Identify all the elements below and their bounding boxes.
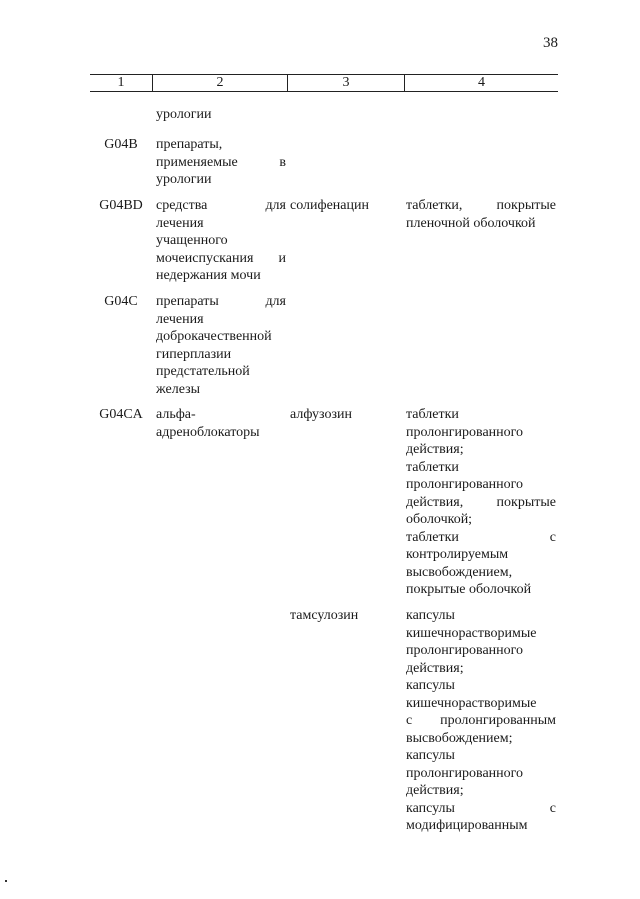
description-g04c xyxy=(156,293,286,398)
atc-code-g04bd: G04BD xyxy=(99,198,143,213)
text-line: лечения xyxy=(156,215,204,231)
text-line xyxy=(156,250,286,268)
atc-code-g04c: G04C xyxy=(104,294,138,309)
description-g04b xyxy=(156,136,286,189)
text-line: покрытые оболочкой xyxy=(406,582,532,597)
text-line xyxy=(406,494,556,512)
text-line: препараты, xyxy=(156,137,223,152)
text-word: препараты xyxy=(156,294,219,309)
text-line: урологии xyxy=(156,172,212,187)
text-line: адреноблокаторы xyxy=(156,424,260,440)
text-line: кишечнорастворимые xyxy=(406,625,537,641)
text-line: высвобождением; xyxy=(406,730,513,746)
text-word: с xyxy=(549,800,556,816)
text-line xyxy=(406,712,556,730)
text-line xyxy=(156,293,286,311)
dosage-form-solifenacin xyxy=(406,197,556,232)
text-line: действия; xyxy=(406,783,464,798)
text-line: альфа- xyxy=(156,407,196,422)
text-line xyxy=(406,197,556,215)
atc-code-g04b: G04B xyxy=(104,137,138,152)
text-word: с xyxy=(406,713,413,728)
text-line: капсулы xyxy=(406,678,455,693)
text-word: покрытые xyxy=(496,198,556,213)
text-line: пролонгированного xyxy=(406,424,524,440)
text-line xyxy=(406,800,556,818)
page-number: 38 xyxy=(543,35,558,51)
text-word: применяемые xyxy=(156,154,238,170)
table-header-row xyxy=(90,74,558,92)
text-line: доброкачественной xyxy=(156,329,272,344)
text-line: железы xyxy=(156,381,201,397)
text-line: учащенного xyxy=(156,233,228,248)
text-line: капсулы xyxy=(406,608,455,623)
text-line: пленочной оболочкой xyxy=(406,215,536,231)
text-line: гиперплазии xyxy=(156,346,232,362)
dosage-form-alfuzosin xyxy=(406,406,556,599)
text-line: таблетки xyxy=(406,407,459,422)
header-col-1: 1 xyxy=(90,75,153,91)
text-word: с xyxy=(549,529,556,545)
text-line: таблетки xyxy=(406,459,459,475)
text-word: пролонгированным xyxy=(440,713,556,728)
text-word: средства xyxy=(156,198,208,213)
text-word: капсулы xyxy=(406,800,455,816)
text-line: действия; xyxy=(406,442,464,457)
description-g04ca xyxy=(156,406,286,441)
text-line: капсулы xyxy=(406,748,455,763)
row-continuation-description xyxy=(156,106,286,124)
text-line: высвобождением, xyxy=(406,564,513,580)
text-word: и xyxy=(278,250,286,266)
text-line: пролонгированного xyxy=(406,765,524,781)
text-word: действия, xyxy=(406,494,464,510)
text-line: кишечнорастворимые xyxy=(406,695,537,711)
text-line: пролонгированного xyxy=(406,477,524,492)
description-g04bd xyxy=(156,197,286,285)
text-line: предстательной xyxy=(156,364,250,379)
scan-speck xyxy=(5,880,7,882)
text-word: мочеиспускания xyxy=(156,250,254,266)
text-word: для xyxy=(265,294,286,309)
text-word: покрытые xyxy=(496,494,556,510)
drug-name-tamsulosin: тамсулозин xyxy=(290,608,359,623)
text-word: для xyxy=(265,198,286,213)
text-line: недержания мочи xyxy=(156,268,261,283)
text-word: таблетки, xyxy=(406,198,463,213)
text-line: модифицированным xyxy=(406,818,528,833)
text-line: оболочкой; xyxy=(406,512,473,527)
header-col-2: 2 xyxy=(153,75,288,91)
header-col-3: 3 xyxy=(288,75,405,91)
header-col-4: 4 xyxy=(478,75,485,90)
drug-name-solifenacin: солифенацин xyxy=(290,198,369,213)
text-line: контролируемым xyxy=(406,547,509,562)
text-word: в xyxy=(279,154,286,170)
text-line xyxy=(156,154,286,172)
text-line: пролонгированного xyxy=(406,643,524,658)
text-line xyxy=(406,529,556,547)
text-line xyxy=(156,197,286,215)
dosage-form-tamsulosin xyxy=(406,607,556,835)
text-line: урологии xyxy=(156,107,212,122)
drug-name-alfuzosin: алфузозин xyxy=(290,407,353,422)
text-line: лечения xyxy=(156,311,204,327)
atc-code-g04ca: G04CA xyxy=(99,407,143,422)
text-word: таблетки xyxy=(406,529,459,545)
text-line: действия; xyxy=(406,660,464,676)
